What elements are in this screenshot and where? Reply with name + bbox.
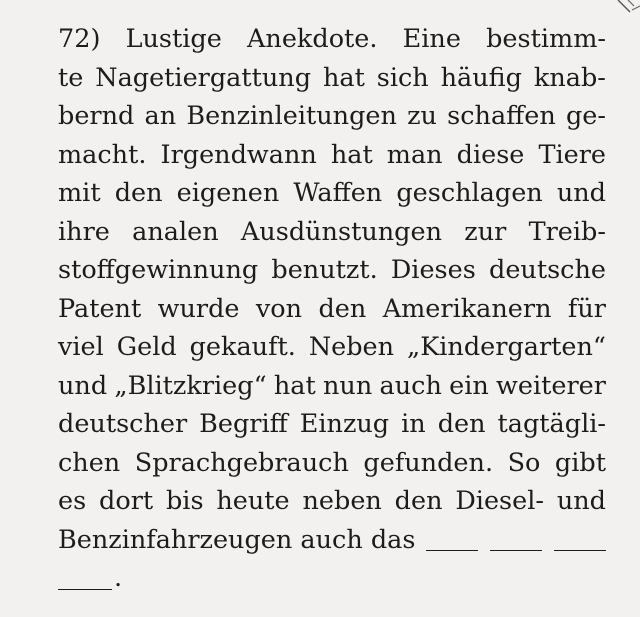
word: Diesel- [455,486,544,516]
text-line [58,136,606,175]
word: viel [58,332,104,362]
text-line [58,59,606,98]
word: neben [302,486,382,516]
word: tagtägli- [497,409,606,439]
word: So [507,447,541,478]
word: nun [323,370,373,401]
word: den [114,178,163,208]
word: Eine [402,24,461,54]
word: Treib- [528,216,606,247]
text-line [58,251,606,290]
text-line [58,405,606,444]
word: hat [330,139,373,170]
word: gibt [554,447,606,478]
word: diese [456,139,525,170]
word: te [58,62,84,93]
word: Begriff [199,409,288,439]
text-line [58,290,606,329]
word: benutzt. [271,255,378,285]
word: Patent [58,293,142,324]
word: macht. [58,139,147,170]
word: dort [99,486,154,516]
word: und [58,370,108,401]
word: und [556,486,606,516]
word: in [401,409,426,439]
word: eigenen [176,178,280,208]
word: 72) [58,24,101,54]
word: bis [165,486,204,516]
word: den [394,486,443,516]
word: weiterer [496,370,606,401]
word: chen [58,447,121,478]
word: für [567,293,606,324]
text-line [58,20,606,59]
text-line [58,367,606,406]
word: bestimm- [486,24,606,54]
word: heute [216,486,290,516]
word: es [58,486,87,516]
word: zu [407,101,437,131]
answer-blank [58,589,112,590]
word: gefunden. [363,447,494,478]
answer-blanks [426,521,606,560]
text-line [58,97,606,136]
word: Anekdote. [246,24,378,54]
word: ein [449,370,489,401]
word: geschlagen [396,178,543,208]
word: gekauft. [189,332,296,362]
word: Waffen [293,178,383,208]
word: „Kindergarten“ [407,332,606,362]
word: hat [322,62,365,93]
word: analen [132,216,219,247]
text-line-with-blanks [58,521,606,560]
word: deutscher [58,409,188,439]
corner-pen-mark [606,0,640,24]
word: von [255,293,303,324]
word: Amerikanern [382,293,552,324]
word: häufig [440,62,522,93]
word: Benzinleitungen [186,101,397,131]
word: „Blitzkrieg“ [114,370,267,401]
word: bernd [58,101,135,131]
text-line [58,328,606,367]
final-blank-line [58,559,606,598]
last-text-fragment: Benzinfahrzeugen auch das [58,524,416,555]
word: schaffen [447,101,556,131]
word: den [437,409,486,439]
answer-blank [426,550,478,551]
text-line [58,213,606,252]
word: ge- [565,101,606,131]
word: stoffgewinnung [58,255,259,285]
word: Tiere [538,139,606,170]
word: an [144,101,177,131]
word: man [386,139,443,170]
text-line [58,444,606,483]
text-line [58,174,606,213]
word: auch [379,370,442,401]
answer-blank [490,550,542,551]
word: mit [58,178,101,208]
word: den [318,293,367,324]
final-period: . [114,563,123,593]
word: Sprachgebrauch [134,447,349,478]
word: Dieses [390,255,476,285]
word: Geld [116,332,177,362]
word: Nagetiergattung [95,62,312,93]
word: ihre [58,216,110,247]
answer-blank [554,550,606,551]
word: sich [376,62,429,93]
word: Ausdünstungen [240,216,443,247]
word: wurde [157,293,240,324]
word: hat [273,370,316,401]
word: zur [464,216,507,247]
word: Einzug [299,409,390,439]
word: deutsche [489,255,606,285]
word: knab- [533,62,606,93]
word: und [556,178,606,208]
text-line [58,482,606,521]
word: Neben [308,332,395,362]
word: Lustige [125,24,222,54]
word: Irgendwann [160,139,317,170]
anecdote-paragraph [58,20,606,598]
